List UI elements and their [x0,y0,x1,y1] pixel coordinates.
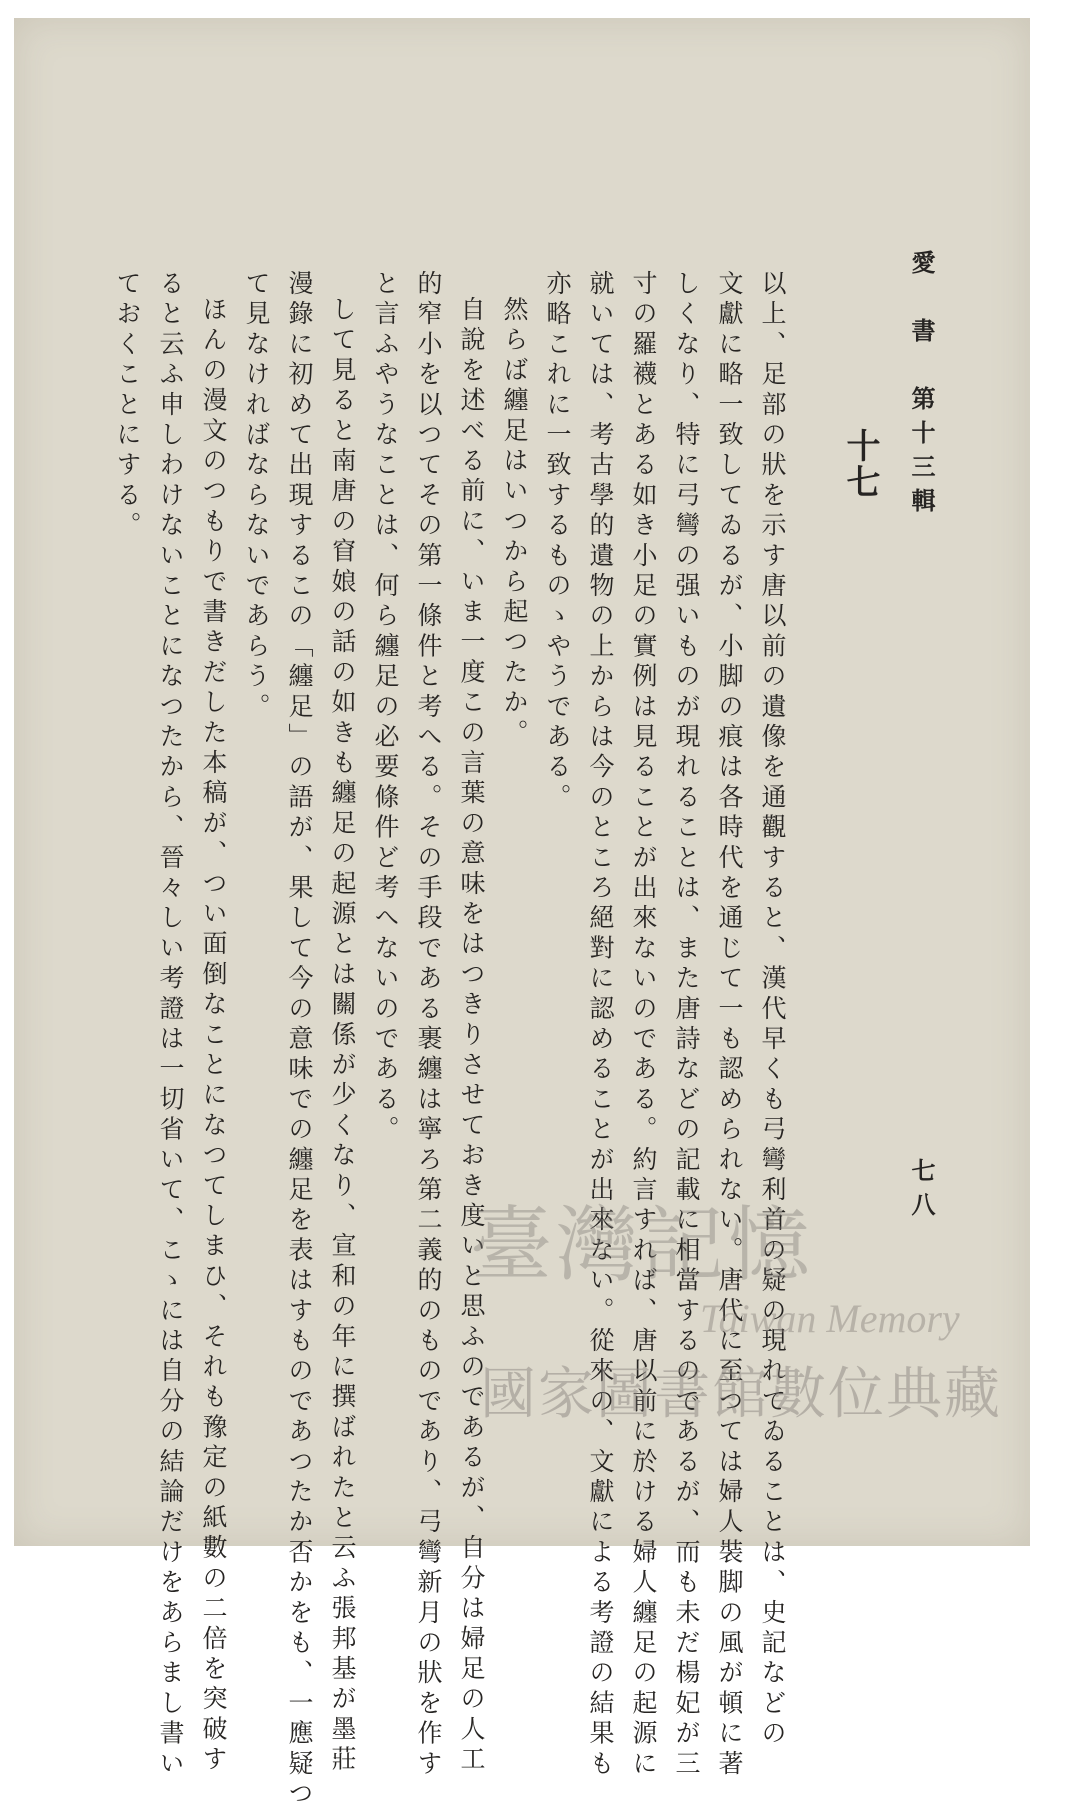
text-column: 寸の羅襪とある如き小足の實例は見ることが出來ないのである。約言すれば、唐以前に於ける婦人纏足の起源に [629,270,658,1780]
running-title: 愛 書 第十三輯 [907,250,936,522]
page-number: 七八 [907,1158,936,1226]
text-column: と言ふやうなことは、何ら纏足の必要條件ど考へないのである。 [371,270,400,1146]
text-column: して見ると南唐の窅娘の話の如きも纏足の起源とは關係が少くなり、宣和の年に撰ばれたと云ふ張邦基が墨莊 [328,296,357,1776]
text-column: しくなり、特に弓彎の强いものが現れることは、また唐詩などの記載に相當するのであるが、而も未だ楊妃が三 [672,270,701,1780]
text-column: 的窄小を以つてその第一條件と考へる。その手段である裹纏は寧ろ第二義的のものであり、弓彎新月の狀を作す [414,270,443,1780]
text-column: 文獻に略一致してゐるが、小脚の痕は各時代を通じて一も認められない。唐代に至つては婦人裝脚の風が頓に著 [715,270,744,1780]
watermark-calligraphy: 臺灣記憶 [470,1198,815,1293]
text-column: 自說を述べる前に、いま一度この言葉の意味をはつきりさせておき度いと思ふのであるが、自分は婦足の人工 [457,296,486,1776]
text-column: ると云ふ申しわけないことになつたから、晉々しい考證は一切省いて、こゝには自分の結論だけをあらまし書い [156,270,185,1780]
watermark-english: Taiwan Memory [700,1296,960,1341]
text-column: 亦略これに一致するものゝやうである。 [543,270,572,814]
text-column: ておくことにする。 [113,270,142,542]
section-heading: 十七 [840,428,880,500]
text-column: ほんの漫文のつもりで書きだした本稿が、つい面倒なことになつてしまひ、それも豫定の紙數の二倍を突破す [199,296,228,1776]
text-column: 就いては、考古學的遺物の上からは今のところ絕對に認めることが出來ない。從來の、文獻による考證の結果も [586,270,615,1780]
text-column: 然らば纏足はいつから起つたか。 [500,296,529,749]
text-column: て見なければならないであらう。 [242,270,271,723]
text-column: 以上、足部の狀を示す唐以前の遺像を通觀すると、漢代早くも弓彎利首の疑の現れてゐることは、史記などの [758,270,787,1750]
text-column: 漫錄に初めて出現するこの「纏足」の語が、果して今の意味での纏足を表はすものであつたか否かをも、一應疑つ [285,270,314,1810]
watermark-institution: 國家圖書館數位典藏 [480,1362,1002,1427]
